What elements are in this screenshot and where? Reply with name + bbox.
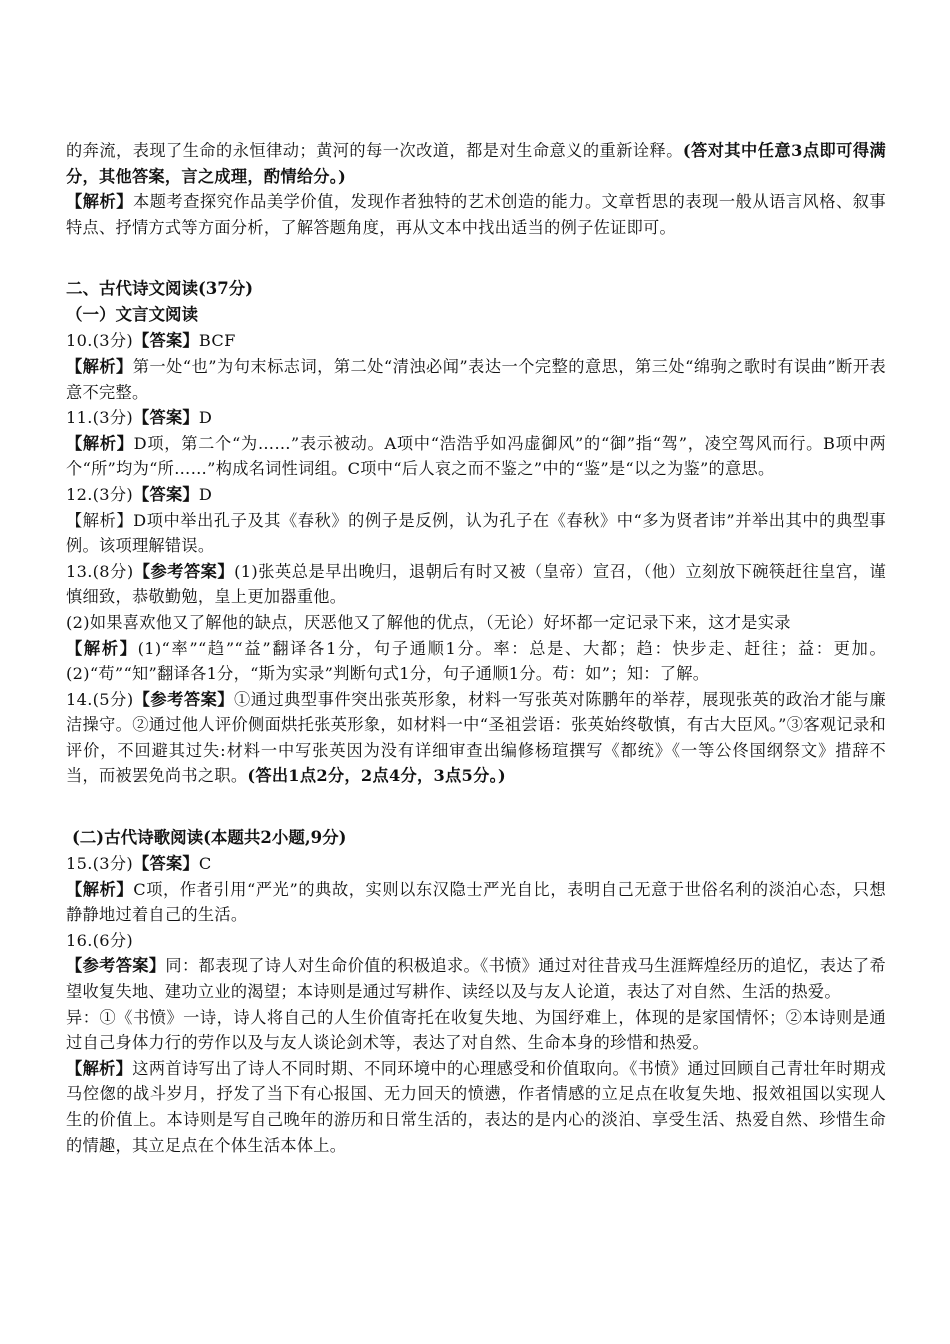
subsection-title-classical-prose: （一）文言文阅读 — [66, 305, 198, 325]
answer-tag: 【参考答案】 — [66, 956, 166, 976]
analysis-tag: 【解析】 — [66, 356, 133, 376]
analysis-tag: 【解析】 — [66, 1058, 133, 1078]
analysis-text: 第一处“也”为句末标志词，第二处“清浊必闻”表达一个完整的意思，第三处“绵驹之歌时有误曲”断开表意不完整。 — [66, 356, 886, 402]
question-number: 10.(3分) — [66, 331, 133, 351]
answer-tag: 【参考答案】 — [133, 689, 235, 709]
question-number: 13.(8分) — [66, 561, 134, 581]
answer-tag: 【答案】 — [132, 484, 199, 504]
answer-document — [66, 138, 886, 1158]
answer-tag: 【参考答案】 — [133, 561, 235, 581]
analysis-text: 本题考查探究作品美学价值，发现作者独特的艺术创造的能力。文章哲思的表现一般从语言风格、叙事特点、抒情方式等方面分析，了解答题角度，再从文本中找出适当的例子佐证即可。 — [66, 192, 887, 237]
answer-tag: 【答案】 — [132, 331, 199, 351]
analysis-tag: 【解析】 — [66, 510, 134, 530]
q13-answer-2: (2)如果喜欢他又了解他的缺点，厌恶他又了解他的优点，（无论）好坏都一定记录下来，这才是实录 — [66, 612, 791, 632]
prev-analysis-paragraph — [66, 189, 886, 240]
q13-analysis — [66, 636, 886, 687]
answer-tag: 【答案】 — [132, 854, 199, 874]
analysis-text: C项，作者引用“严光”的典故，实则以东汉隐士严光自比，表明自己无意于世俗名利的淡泊心态，只想静静地过着自己的生活。 — [66, 879, 887, 925]
question-number: 15.(3分) — [66, 854, 133, 874]
subsection-title-poetry: (二)古代诗歌阅读(本题共2小题,9分) — [72, 828, 347, 848]
q16-head: 16.(6分) — [66, 930, 133, 950]
q12-analysis — [66, 508, 886, 559]
q10-analysis — [66, 354, 886, 405]
answer-text: ①通过典型事件突出张英形象，材料一写张英对陈鹏年的举荐，展现张英的政治才能与廉洁操守。②通过他人评价侧面烘托张英形象，如材料一中“圣祖尝语：张英始终敬慎，有古大臣风。”③客观记录和评价，不回避其过失:材料一中写张英因为没有详细审查出编修杨瑄撰写《都统》《一等公佟国纲祭文》措辞不当，而被罢免尚书之职。 — [66, 689, 886, 786]
q15-analysis — [66, 877, 886, 928]
answer-value: C — [198, 854, 212, 874]
prev-answer-paragraph — [66, 138, 886, 189]
analysis-text: (1)“率”“趋”“益”翻译各1分，句子通顺1分。率：总是、大都；趋：快步走、赶往；益：更加。(2)“苟”“知”翻译各1分，“斯为实录”判断句式1分，句子通顺1分。苟：如”；知：了解。 — [66, 638, 886, 684]
analysis-text: D项中举出孔子及其《春秋》的例子是反例，认为孔子在《春秋》中“多为贤者讳”并举出其中的典型事例。该项理解错误。 — [66, 510, 887, 556]
question-number: 14.(5分) — [66, 689, 134, 709]
scoring-note: (答对其中任意3点即可得满分，其他答案，言之成理，酌情给分。) — [66, 141, 886, 186]
section-title: 二、古代诗文阅读(37分) — [66, 279, 254, 299]
q10-answer — [66, 328, 886, 354]
prev-answer-text: 的奔流，表现了生命的永恒律动；黄河的每一次改道，都是对生命意义的重新诠释。 — [66, 141, 683, 160]
analysis-tag: 【解析】 — [66, 879, 134, 899]
answer-value: D — [198, 408, 213, 428]
q15-answer — [66, 851, 886, 877]
q14-answer — [66, 687, 886, 789]
q16-analysis — [66, 1056, 886, 1158]
answer-value: BCF — [198, 331, 236, 351]
q12-answer — [66, 482, 886, 508]
answer-value: D — [198, 484, 213, 504]
analysis-text: 这两首诗写出了诗人不同时期、不同环境中的心理感受和价值取向。《书愤》通过回顾自己青壮年时期戎马倥偬的战斗岁月，抒发了当下有心报国、无力回天的愤懑，作者情感的立足点在收复失地、报效祖国以实现人生的价值上。本诗则是写自己晚年的游历和日常生活的，表达的是内心的淡泊、享受生活、热爱自然、珍惜生命的情趣，其立足点在个体生活本体上。 — [66, 1058, 887, 1155]
q16-answer-same — [66, 953, 886, 1004]
answer-text-1: (1)张英总是早出晚归，退朝后有时又被（皇帝）宣召，（他）立刻放下碗筷赶往皇宫，谨慎细致，恭敬勤勉，皇上更加器重他。 — [66, 561, 886, 607]
question-number: 12.(3分) — [66, 484, 133, 504]
q13-answer — [66, 559, 886, 610]
analysis-tag: 【解析】 — [66, 638, 138, 658]
analysis-tag: 【解析】 — [66, 433, 134, 453]
q11-analysis — [66, 431, 886, 482]
answer-tag: 【答案】 — [132, 408, 199, 428]
scoring-note: (答出1点2分，2点4分，3点5分。) — [247, 766, 506, 786]
answer-text-same: 同：都表现了诗人对生命价值的积极追求。《书愤》通过对往昔戎马生涯辉煌经历的追忆，表达了希望收复失地、建功立业的渴望；本诗则是通过写耕作、读经以及与友人论道，表达了对自然、生活的热爱。 — [66, 956, 886, 1002]
analysis-tag: 【解析】 — [66, 192, 133, 212]
analysis-text: D项，第二个“为……”表示被动。A项中“浩浩乎如冯虚御风”的“御”指“驾”，凌空驾风而行。B项中两个“所”均为“所……”构成名词性词组。C项中“后人哀之而不鉴之”中的“鉴”是“以之为鉴”的意思。 — [66, 433, 886, 479]
q16-answer-diff: 异：①《书愤》一诗，诗人将自己的人生价值寄托在收复失地、为国纾难上，体现的是家国情怀；②本诗则是通过自己身体力行的劳作以及与友人谈论剑术等，表达了对自然、生命本身的珍惜和热爱。 — [66, 1007, 886, 1053]
q11-answer — [66, 405, 886, 431]
question-number: 11.(3分) — [66, 408, 133, 428]
